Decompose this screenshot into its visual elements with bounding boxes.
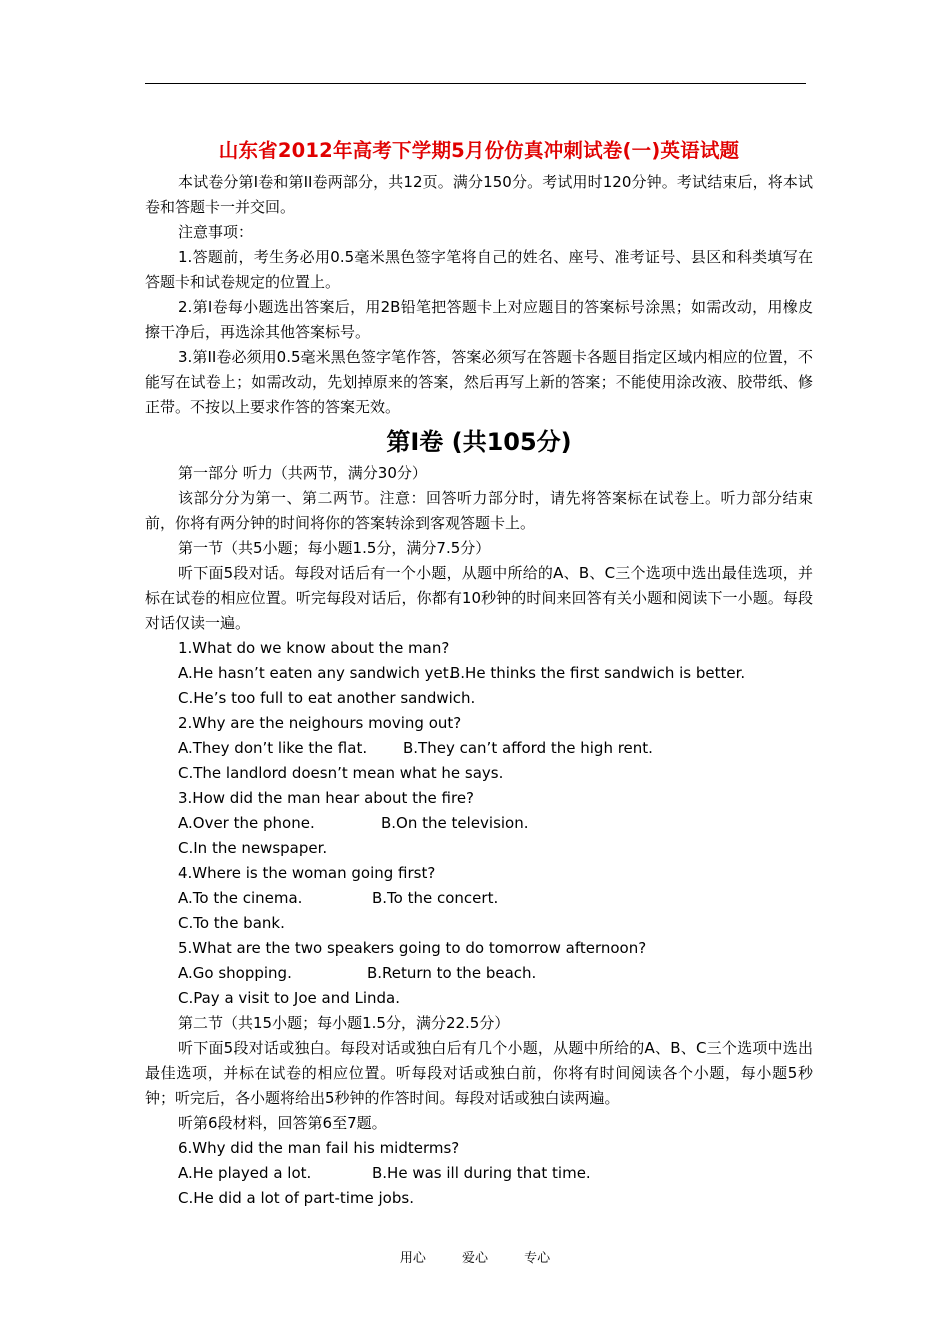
option-b: B.He was ill during that time. bbox=[372, 1164, 591, 1182]
question-3: 3.How did the man hear about the fire? bbox=[178, 789, 475, 807]
question-5: 5.What are the two speakers going to do tomorrow afternoon? bbox=[178, 939, 647, 957]
option-b: B.Return to the beach. bbox=[367, 964, 537, 982]
options-row-2 bbox=[145, 736, 813, 761]
question-1: 1.What do we know about the man? bbox=[178, 639, 450, 657]
options-row-4 bbox=[145, 886, 813, 911]
option-a: A.Go shopping. bbox=[178, 964, 292, 982]
exam-title: 山东省2012年高考下学期5月份仿真冲刺试卷(一)英语试题 bbox=[218, 139, 740, 162]
option-c: C.Pay a visit to Joe and Linda. bbox=[178, 989, 401, 1007]
option-a: A.He hasn’t eaten any sandwich yet. bbox=[178, 664, 454, 682]
document-body bbox=[145, 132, 813, 1211]
option-a: A.He played a lot. bbox=[178, 1164, 312, 1182]
option-a: A.To the cinema. bbox=[178, 889, 303, 907]
section-heading: 第I卷 (共105分) bbox=[386, 428, 572, 456]
material-6-instruction: 听第6段材料，回答第6至7题。 bbox=[178, 1114, 387, 1132]
notice-item-1: 1.答题前，考生务必用0.5毫米黑色签字笔将自己的姓名、座号、准考证号、县区和科类填写在答题卡和试卷规定的位置上。 bbox=[145, 248, 813, 291]
section2-description: 听下面5段对话或独白。每段对话或独白后有几个小题，从题中所给的A、B、C三个选项中选出最佳选项，并标在试卷的相应位置。听每段对话或独白前，你将有时间阅读各个小题，每小题5秒钟；听完后，各小题将给出5秒钟的作答时间。每段对话或独白读两遍。 bbox=[145, 1039, 813, 1107]
notice-item-2: 2.第I卷每小题选出答案后，用2B铅笔把答题卡上对应题目的答案标号涂黑；如需改动，用橡皮擦干净后，再选涂其他答案标号。 bbox=[145, 298, 813, 341]
section1-heading: 第一节（共5小题；每小题1.5分，满分7.5分） bbox=[178, 539, 491, 557]
footer-word-3: 专心 bbox=[524, 1251, 551, 1266]
notice-heading: 注意事项： bbox=[178, 223, 254, 241]
option-b: B.On the television. bbox=[381, 814, 529, 832]
section2-heading: 第二节（共15小题；每小题1.5分，满分22.5分） bbox=[178, 1014, 510, 1032]
options-row-3 bbox=[145, 811, 813, 836]
option-b: B.He thinks the first sandwich is better. bbox=[450, 664, 746, 682]
notice-item-3: 3.第II卷必须用0.5毫米黑色签字笔作答，答案必须写在答题卡各题目指定区域内相应的位置，不能写在试卷上；如需改动，先划掉原来的答案，然后再写上新的答案；不能使用涂改液、胶带纸、修正带。不按以上要求作答的答案无效。 bbox=[145, 348, 813, 416]
part-description: 该部分分为第一、第二两节。注意：回答听力部分时，请先将答案标在试卷上。听力部分结束前，你将有两分钟的时间将你的答案转涂到客观答题卡上。 bbox=[145, 489, 813, 532]
part-heading: 第一部分 听力（共两节，满分30分） bbox=[178, 464, 427, 482]
question-2: 2.Why are the neighours moving out? bbox=[178, 714, 462, 732]
page-footer bbox=[0, 1247, 950, 1266]
option-a: A.They don’t like the flat. bbox=[178, 739, 368, 757]
intro-paragraph: 本试卷分第I卷和第II卷两部分，共12页。满分150分。考试用时120分钟。考试结束后，将本试卷和答题卡一并交回。 bbox=[145, 173, 813, 216]
options-row-1 bbox=[145, 661, 813, 686]
header-rule bbox=[145, 83, 806, 84]
option-c: C.The landlord doesn’t mean what he says. bbox=[178, 764, 504, 782]
options-row-5 bbox=[145, 961, 813, 986]
section1-description: 听下面5段对话。每段对话后有一个小题，从题中所给的A、B、C三个选项中选出最佳选项，并标在试卷的相应位置。听完每段对话后，你都有10秒钟的时间来回答有关小题和阅读下一小题。每段对话仅读一遍。 bbox=[145, 564, 813, 632]
option-b: B.To the concert. bbox=[372, 889, 499, 907]
question-4: 4.Where is the woman going first? bbox=[178, 864, 436, 882]
option-b: B.They can’t afford the high rent. bbox=[403, 739, 653, 757]
footer-word-2: 爱心 bbox=[461, 1251, 488, 1266]
question-6: 6.Why did the man fail his midterms? bbox=[178, 1139, 460, 1157]
option-a: A.Over the phone. bbox=[178, 814, 315, 832]
option-c: C.To the bank. bbox=[178, 914, 285, 932]
options-row-6 bbox=[145, 1161, 813, 1186]
option-c: C.He did a lot of part-time jobs. bbox=[178, 1189, 414, 1207]
footer-word-1: 用心 bbox=[399, 1251, 426, 1266]
option-c: C.He’s too full to eat another sandwich. bbox=[178, 689, 476, 707]
option-c: C.In the newspaper. bbox=[178, 839, 328, 857]
